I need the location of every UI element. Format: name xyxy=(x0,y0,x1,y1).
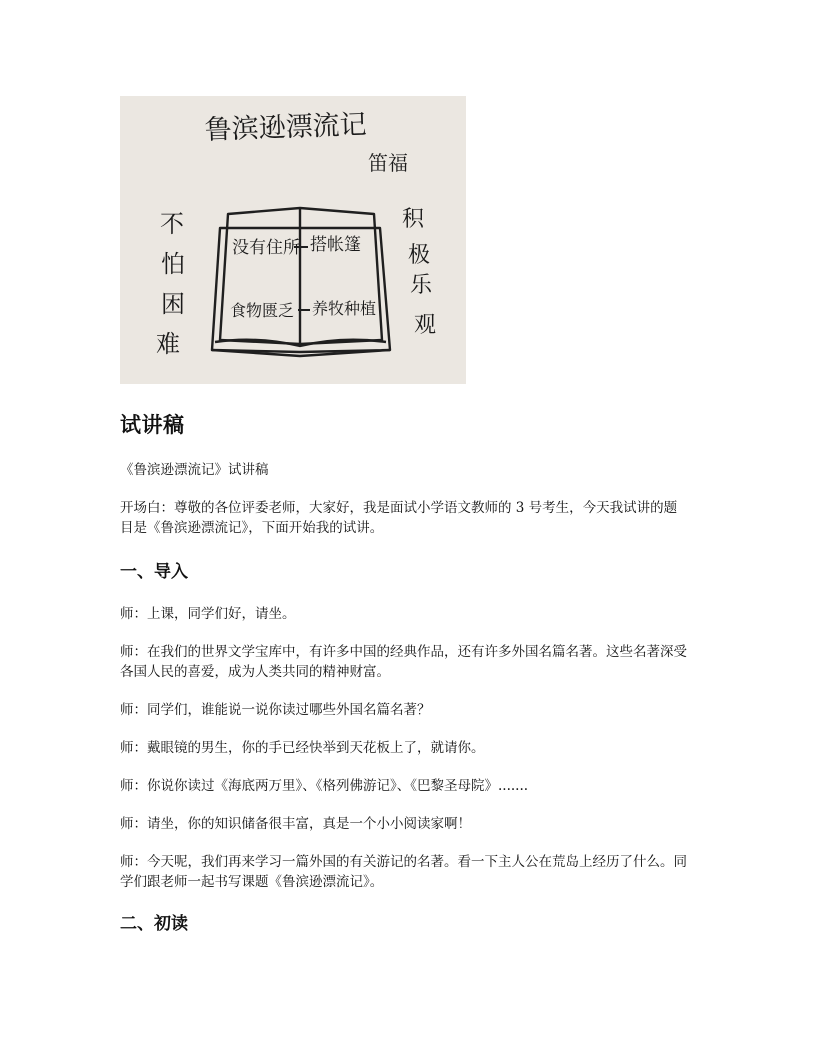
teacher-line: 师：上课，同学们好，请坐。 xyxy=(120,606,296,622)
doc-heading: 试讲稿 xyxy=(120,413,185,437)
book-row-left: 没有住所 xyxy=(232,238,300,258)
document-page xyxy=(120,96,700,936)
section-title-first-reading: 二、初读 xyxy=(120,914,188,934)
mindmap-right-char: 极 xyxy=(408,243,431,268)
mindmap-left-char: 困 xyxy=(161,290,185,318)
mindmap-left-char: 不 xyxy=(160,210,184,238)
mindmap-author: 笛福 xyxy=(368,151,408,175)
teacher-line: 师：今天呢，我们再来学习一篇外国的有关游记的名著。看一下主人公在荒岛上经历了什么。同学们跟老师一起书写课题《鲁滨逊漂流记》。 xyxy=(120,854,687,890)
teacher-line: 师：你说你读过《海底两万里》、《格列佛游记》、《巴黎圣母院》....... xyxy=(120,778,529,794)
mindmap-drawing xyxy=(120,96,466,384)
teacher-line: 师：戴眼镜的男生，你的手已经快举到天花板上了，就请你。 xyxy=(120,740,485,756)
doc-subtitle: 《鲁滨逊漂流记》试讲稿 xyxy=(120,462,269,478)
mindmap-left-char: 怕 xyxy=(161,250,185,278)
section-title-intro: 一、导入 xyxy=(120,562,188,582)
mindmap-right-char: 乐 xyxy=(410,273,433,298)
book-row-right: 养牧种植 xyxy=(312,299,377,318)
mindmap-title: 鲁滨逊漂流记 xyxy=(204,109,368,146)
mindmap-right-char: 积 xyxy=(402,207,425,232)
book-row-left: 食物匮乏 xyxy=(230,301,295,320)
teacher-line: 师：在我们的世界文学宝库中，有许多中国的经典作品，还有许多外国名篇名著。这些名著深受各国人民的喜爱，成为人类共同的精神财富。 xyxy=(120,644,687,680)
book-row-right: 搭帐篷 xyxy=(310,235,361,255)
mindmap-left-char: 难 xyxy=(156,330,180,358)
mindmap-right-char: 观 xyxy=(414,313,437,338)
mindmap-photo xyxy=(120,96,466,384)
teacher-line: 师：同学们，谁能说一说你读过哪些外国名篇名著？ xyxy=(120,702,431,718)
open-book-icon xyxy=(212,208,390,356)
opening-paragraph: 开场白：尊敬的各位评委老师，大家好，我是面试小学语文教师的 3 号考生，今天我试讲的题目是《鲁滨逊漂流记》，下面开始我的试讲。 xyxy=(120,500,678,536)
teacher-line: 师：请坐，你的知识储备很丰富，真是一个小小阅读家啊！ xyxy=(120,816,471,832)
